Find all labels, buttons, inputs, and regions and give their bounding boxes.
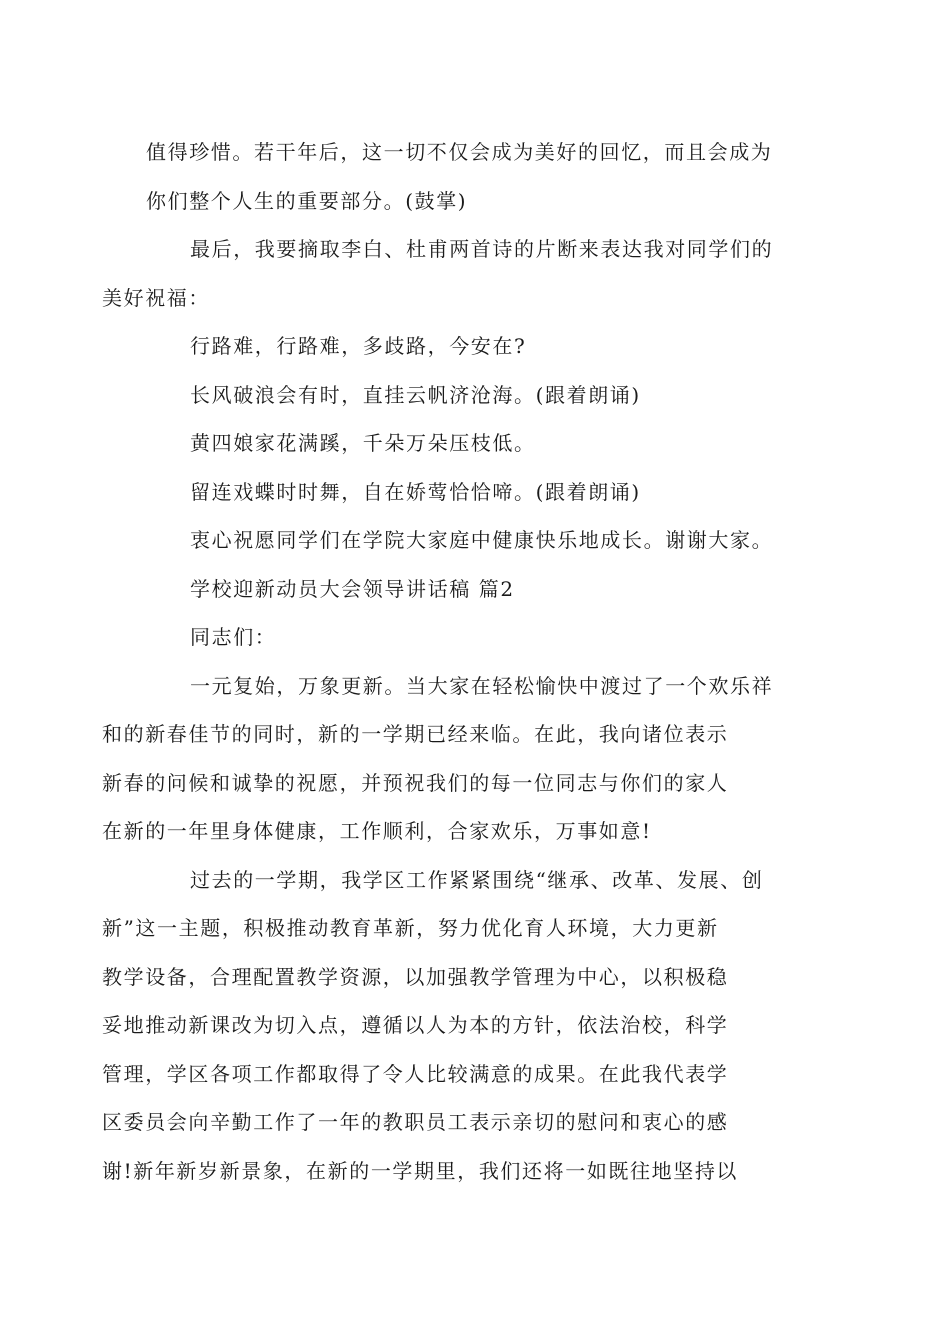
text-line: 衷心祝愿同学们在学院大家庭中健康快乐地成长。谢谢大家。 [190, 528, 774, 552]
text-line: 最后，我要摘取李白、杜甫两首诗的片断来表达我对同学们的 [190, 237, 774, 261]
text-line: 管理，学区各项工作都取得了令人比较满意的成果。在此我代表学 [102, 1061, 729, 1086]
text-line: 行路难，行路难，多歧路，今安在? [190, 334, 527, 358]
text-line: 在新的一年里身体健康，工作顺利，合家欢乐，万事如意! [102, 819, 652, 843]
text-line: 同志们： [190, 625, 277, 649]
paragraph [146, 468, 808, 517]
text-line: 妥地推动新课改为切入点，遵循以人为本的方针，依法治校，科学 [102, 1013, 729, 1037]
text-line: 学校迎新动员大会领导讲话稿 篇2 [190, 576, 515, 601]
text-line: 黄四娘家花满蹊，千朵万朵压枝低。 [190, 431, 536, 455]
paragraph [102, 856, 808, 1196]
text-line: 区委员会向辛勤工作了一年的教职员工表示亲切的慰问和衷心的感 [102, 1110, 729, 1134]
text-line: 一元复始，万象更新。当大家在轻松愉快中渡过了一个欢乐祥 [190, 673, 774, 698]
text-line: 和的新春佳节的同时，新的一学期已经来临。在此，我向诸位表示 [102, 722, 729, 746]
paragraph [146, 128, 808, 225]
text-line: 新春的问候和诚挚的祝愿，并预祝我们的每一位同志与你们的家人 [102, 770, 729, 795]
text-line: 长风破浪会有时，直挂云帆济沧海。(跟着朗诵) [190, 382, 641, 407]
paragraph [146, 322, 808, 371]
paragraph [102, 225, 808, 322]
paragraph [146, 613, 808, 662]
paragraph [146, 516, 808, 565]
paragraph [146, 371, 808, 420]
paragraph [102, 662, 808, 856]
text-line: 你们整个人生的重要部分。(鼓掌) [146, 188, 468, 213]
text-line: 教学设备，合理配置教学资源，以加强教学管理为中心，以积极稳 [102, 964, 729, 989]
text-line: 新”这一主题，积极推动教育革新，努力优化育人环境，大力更新 [102, 916, 719, 940]
text-line: 美好祝福： [102, 285, 210, 310]
text-line: 谢!新年新岁新景象，在新的一学期里，我们还将一如既往地坚持以 [102, 1158, 739, 1183]
paragraph [146, 419, 808, 468]
document-body [102, 128, 808, 1195]
paragraph [146, 565, 808, 614]
text-line: 留连戏蝶时时舞，自在娇莺恰恰啼。(跟着朗诵) [190, 479, 641, 504]
text-line: 值得珍惜。若干年后，这一切不仅会成为美好的回忆，而且会成为 [146, 140, 773, 164]
text-line: 过去的一学期，我学区工作紧紧围绕“继承、改革、发展、创 [190, 867, 764, 892]
